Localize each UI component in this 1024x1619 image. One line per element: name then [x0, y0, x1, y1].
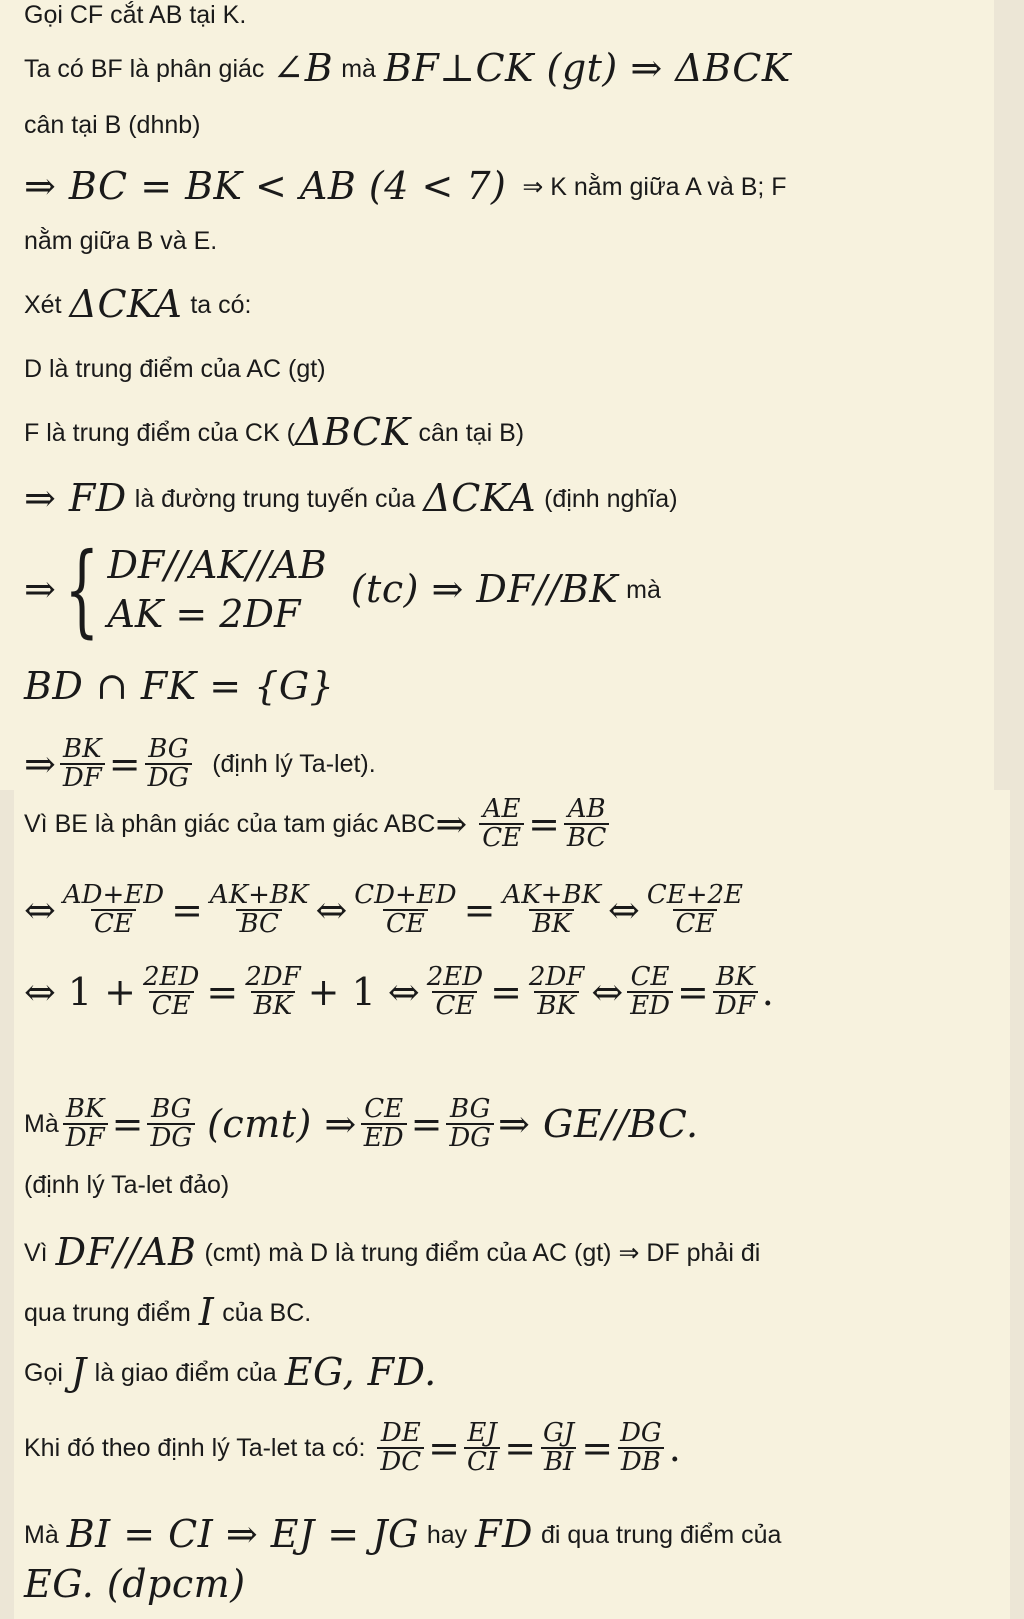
fraction: $\frac{AK+BK}{BC}$	[209, 880, 309, 940]
line-4-formula: ⇒ BC = BK < AB (4 < 7)	[24, 164, 507, 208]
line-18: Vì DF//AB (cmt) mà D là trung điểm của AC (gt) ⇒ DF phải đi	[24, 1230, 761, 1274]
fraction: $\frac{AK+BK}{BK}$	[502, 880, 601, 940]
fraction: $\frac{CE+2E}{CE}$	[646, 880, 744, 940]
line-10	[24, 531, 661, 648]
line-22: Mà BI = CI ⇒ EJ = JG hay FD đi qua trung điểm của	[24, 1512, 782, 1556]
fraction: $\frac{2DF}{BK}$	[528, 962, 585, 1022]
line-4	[24, 164, 787, 210]
point-i: I	[198, 1290, 215, 1334]
line-15: ⇔ 1 + $\frac{2ED}{CE}$ = $\frac{2DF}{BK}$ + 1 ⇔ $\frac{2ED}{CE}$ = $\frac{2DF}{BK}$ ⇔ $\frac{CE}{ED}$ = $\frac{BK}{DF}$ .	[24, 962, 774, 1022]
line-8-text: F là trung điểm của CK (	[24, 418, 295, 447]
brace-icon: {	[64, 531, 100, 648]
line-3-text: cân tại B (dhnb)	[24, 111, 201, 139]
fraction: $\frac{AE}{CE}$	[479, 796, 524, 853]
line-9-note: (định nghĩa)	[544, 484, 678, 513]
fraction: $\frac{BG}{DG}$	[147, 1096, 195, 1153]
line-23	[24, 1562, 246, 1608]
fraction: $\frac{CE}{ED}$	[627, 964, 673, 1021]
line-1-text: Gọi CF cắt AB tại K.	[24, 1, 247, 29]
line-8-cantai: cân tại B)	[418, 418, 525, 447]
line-12: ⇒ $\frac{BK}{DF}$ = $\frac{BG}{DG}$ (định lý Ta-let).	[24, 734, 376, 794]
line-20-formula: EG, FD.	[284, 1350, 437, 1394]
fraction: $\frac{AB}{BC}$	[564, 796, 609, 853]
triangle-cka: ΔCKA	[69, 282, 183, 326]
fraction: $\frac{AD+ED}{CE}$	[62, 880, 165, 940]
line-12-note: (định lý Ta-let).	[212, 750, 376, 779]
line-9-fd: ⇒ FD	[24, 476, 127, 520]
line-3	[24, 110, 201, 140]
fraction: $\frac{CE}{ED}$	[361, 1096, 407, 1153]
line-10-arrow: ⇒	[24, 567, 56, 612]
line-8	[24, 410, 524, 456]
line-20: Gọi J là giao điểm của EG, FD.	[24, 1350, 437, 1394]
line-5-text: nằm giữa B và E.	[24, 227, 218, 255]
point-j: J	[70, 1350, 87, 1394]
fraction: $\frac{GJ}{BI}$	[540, 1420, 577, 1477]
fraction: $\frac{CD+ED}{CE}$	[354, 880, 457, 940]
line-13-text: Vì BE là phân giác của tam giác ABC	[24, 810, 436, 839]
line-21: Khi đó theo định lý Ta-let ta có: $\frac{DE}{DC}$ = $\frac{EJ}{CI}$ = $\frac{GJ}{BI}$ = $\frac{DG}{DB}$ .	[24, 1418, 681, 1478]
line-11	[24, 664, 334, 710]
line-2-formula: BF⊥CK (gt) ⇒ ΔBCK	[383, 46, 791, 90]
line-9-triangle: ΔCKA	[423, 476, 537, 520]
line-2-ma: mà	[341, 54, 376, 83]
fraction: $\frac{DE}{DC}$	[377, 1420, 424, 1477]
line-2	[24, 46, 791, 92]
line-6	[24, 282, 252, 328]
line-16: Mà $\frac{BK}{DF}$ = $\frac{BG}{DG}$ (cmt) ⇒ $\frac{CE}{ED}$ = $\frac{BG}{DG}$ ⇒ GE//BC.	[24, 1094, 699, 1154]
fraction: $\frac{2DF}{BK}$	[245, 962, 301, 1022]
line-7-text: D là trung điểm của AC (gt)	[24, 355, 326, 383]
line-17-text: (định lý Ta-let đảo)	[24, 1171, 230, 1199]
line-4-text: ⇒ K nằm giữa A và B; F	[522, 172, 787, 201]
fraction: $\frac{2ED}{CE}$	[143, 962, 200, 1022]
line-2-text: Ta có BF là phân giác	[24, 54, 265, 83]
line-13: Vì BE là phân giác của tam giác ABC ⇒ $\frac{AE}{CE}$ = $\frac{AB}{BC}$	[24, 796, 613, 853]
line-11-formula: BD ∩ FK = {G}	[24, 664, 335, 708]
line-10-formula: (tc) ⇒ DF//BK	[350, 567, 619, 612]
fraction: $\frac{BG}{DG}$	[145, 736, 193, 793]
line-1	[24, 0, 246, 30]
angle-b: ∠B	[272, 46, 334, 90]
line-18-text: (cmt) mà D là trung điểm của AC (gt) ⇒ DF phải đi	[204, 1238, 761, 1267]
line-14: ⇔ $\frac{AD+ED}{CE}$ = $\frac{AK+BK}{BC}$ ⇔ $\frac{CD+ED}{CE}$ = $\frac{AK+BK}{BK}$ ⇔ $\frac{CE+2E}{CE}$	[24, 882, 750, 939]
line-9-text: là đường trung tuyến của	[134, 484, 416, 513]
fraction: $\frac{BG}{DG}$	[446, 1096, 494, 1153]
line-16-ma: Mà	[24, 1110, 59, 1139]
line-10-ma: mà	[626, 576, 661, 604]
line-7	[24, 354, 326, 384]
fraction: $\frac{BK}{DF}$	[63, 1096, 108, 1153]
line-21-text: Khi đó theo định lý Ta-let ta có:	[24, 1434, 366, 1463]
line-19: qua trung điểm I của BC.	[24, 1290, 312, 1334]
line-22-formula: BI = CI ⇒ EJ = JG	[66, 1512, 419, 1556]
triangle-bck: ΔBCK	[294, 410, 411, 454]
system-rows	[107, 541, 326, 640]
system-row-2: AK = 2DF	[107, 592, 301, 636]
line-23-formula: EG. (dpcm)	[24, 1562, 246, 1606]
equation-system	[56, 531, 327, 648]
line-17	[24, 1170, 229, 1200]
fraction: $\frac{BK}{DF}$	[60, 736, 105, 793]
fraction: $\frac{BK}{DF}$	[713, 964, 758, 1021]
line-12-arrow: ⇒	[24, 741, 56, 786]
line-18-formula: DF//AB	[55, 1230, 197, 1274]
line-9	[24, 476, 678, 522]
system-row-1: DF//AK//AB	[107, 542, 327, 587]
line-5	[24, 226, 217, 256]
fraction: $\frac{2ED}{CE}$	[426, 962, 484, 1022]
fraction: $\frac{DG}{DB}$	[617, 1420, 665, 1477]
line-6-taco: ta có:	[190, 290, 252, 319]
fraction: $\frac{EJ}{CI}$	[464, 1420, 500, 1477]
line-6-xet: Xét	[24, 290, 62, 319]
